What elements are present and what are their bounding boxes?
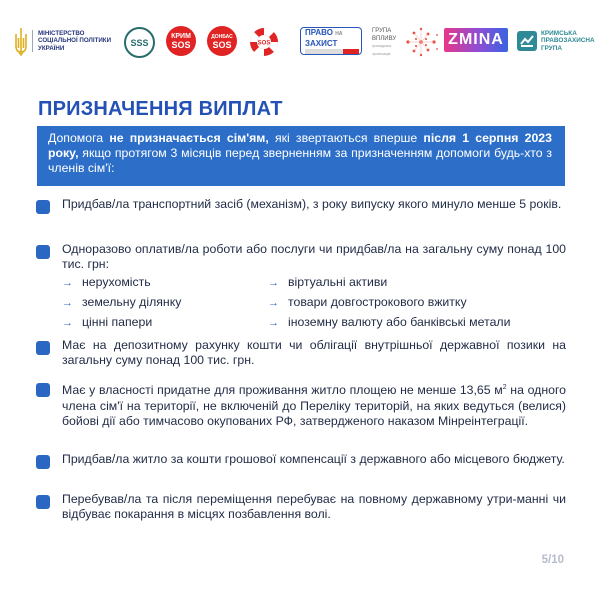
condition-item-state-custody xyxy=(36,492,566,523)
partner-logos xyxy=(14,18,595,68)
grupa-vplyvu-logo xyxy=(372,25,442,59)
zmina-logo xyxy=(444,28,508,52)
crimea-name: КРИМСЬКА ПРАВОЗАХИСНА ГРУПА xyxy=(541,29,595,52)
list-item xyxy=(62,295,181,309)
condition-item-vehicle xyxy=(36,197,566,212)
lifebuoy-icon xyxy=(248,26,280,58)
pravo-label: ПРАВО xyxy=(305,28,333,37)
condition-item-compensation xyxy=(36,452,566,467)
ministry-logo xyxy=(14,26,116,56)
housing-text-after: на одного члена сім'ї на території, не включеній до Переліку територій, на яких ведуться (велися) бойові дії або тимчасово окупованих РФ, затвердженого наказом Мінреінтеграції. xyxy=(62,383,567,428)
pravo-underline xyxy=(305,49,359,54)
krym-sos-logo xyxy=(166,26,196,56)
grupa-text xyxy=(372,28,406,58)
donbas-label: ДОНБАС xyxy=(211,34,233,40)
square-bullet-icon xyxy=(36,200,50,214)
arrow-right-icon: → xyxy=(62,317,73,329)
donbas-sos-logo xyxy=(207,26,237,56)
condition-item-housing xyxy=(36,380,566,429)
condition-text: Придбав/ла транспортний засіб (механізм), з року випуску якого минуло менше 5 років. xyxy=(62,197,562,211)
krym-sos-label: SOS xyxy=(171,40,191,50)
list-item-label: цінні папери xyxy=(82,315,153,329)
donbas-sos-label: SOS xyxy=(212,40,232,50)
zmina-label: ZMINA xyxy=(448,31,504,48)
condition-item-deposit xyxy=(36,338,566,369)
list-item xyxy=(268,315,510,329)
intro-text-3: якщо протягом 3 місяців перед зверненням за призначенням допомоги будь-хто з членів сім'ї: xyxy=(48,146,552,176)
page-number: 5/10 xyxy=(541,554,564,566)
page-title: ПРИЗНАЧЕННЯ ВИПЛАТ xyxy=(38,98,283,120)
list-item-label: товари довгострокового вжитку xyxy=(288,295,467,309)
square-bullet-icon xyxy=(36,341,50,355)
condition-text xyxy=(62,380,566,429)
crimea-mark-icon xyxy=(517,31,537,51)
na-label: НА xyxy=(335,31,343,37)
crimean-human-rights-group-logo xyxy=(516,28,600,54)
intro-text-1: Допомога xyxy=(48,131,110,145)
list-item-label: земельну ділянку xyxy=(82,295,182,309)
list-item-label: нерухомість xyxy=(82,275,151,289)
network-dots-icon xyxy=(402,25,440,59)
square-meter-superscript: 2 xyxy=(502,384,507,391)
arrow-right-icon: → xyxy=(62,297,73,309)
square-bullet-icon xyxy=(36,455,50,469)
condition-text: Придбав/ла житло за кошти грошової компенсації з державного або місцевого бюджету. xyxy=(62,452,565,466)
list-item-label: іноземну валюту або банківські метали xyxy=(288,315,511,329)
condition-item-purchases xyxy=(36,242,566,273)
condition-text: Одноразово оплатив/ла роботи або послуги чи придбав/ла на загальну суму понад 100 тис. грн: xyxy=(62,242,566,272)
krym-label: КРИМ xyxy=(171,33,191,40)
intro-emphasis-2: після 1 серпня 2023 року, xyxy=(48,131,552,161)
lifebuoy-label: SOS xyxy=(257,40,271,47)
condition-text: Має на депозитному рахунку кошти чи облігації внутрішньої державної позики на загальну суму понад 100 тис. грн. xyxy=(62,338,566,368)
list-item xyxy=(62,315,152,329)
grupa-label: ГРУПА xyxy=(372,28,392,34)
arrow-right-icon: → xyxy=(62,277,73,289)
ministry-name: МІНІСТЕРСТВО СОЦІАЛЬНОЇ ПОЛІТИКИ УКРАЇНИ xyxy=(32,30,116,52)
list-item xyxy=(268,295,467,309)
intro-highlight-box xyxy=(37,126,565,186)
square-bullet-icon xyxy=(36,383,50,397)
vplyvu-label: ВПЛИВУ xyxy=(372,35,397,42)
square-bullet-icon xyxy=(36,495,50,509)
sss-logo xyxy=(124,27,155,58)
condition-text: Перебував/ла та після переміщення перебуває на повному державному утри-манні чи відбуває покарання в місцях позбавлення волі. xyxy=(62,492,566,522)
zahyst-label: ЗАХИСТ xyxy=(305,39,338,48)
list-item-label: віртуальні активи xyxy=(288,275,388,289)
pravo-na-zahyst-logo xyxy=(300,27,362,55)
arrow-right-icon: → xyxy=(268,317,279,329)
housing-text-before: Має у власності придатне для проживання житло площею не менше 13,65 м xyxy=(62,383,503,398)
trident-icon xyxy=(14,26,28,56)
arrow-right-icon: → xyxy=(268,277,279,289)
lifebuoy-logo xyxy=(248,26,280,58)
sss-label: SSS xyxy=(130,37,149,48)
square-bullet-icon xyxy=(36,245,50,259)
intro-text-2: які звертаються вперше xyxy=(268,131,424,145)
grupa-sub: громадська організація xyxy=(372,44,392,56)
list-item xyxy=(268,275,387,289)
intro-emphasis-1: не призначається сім'ям, xyxy=(109,131,269,145)
arrow-right-icon: → xyxy=(268,297,279,309)
list-item xyxy=(62,275,151,289)
